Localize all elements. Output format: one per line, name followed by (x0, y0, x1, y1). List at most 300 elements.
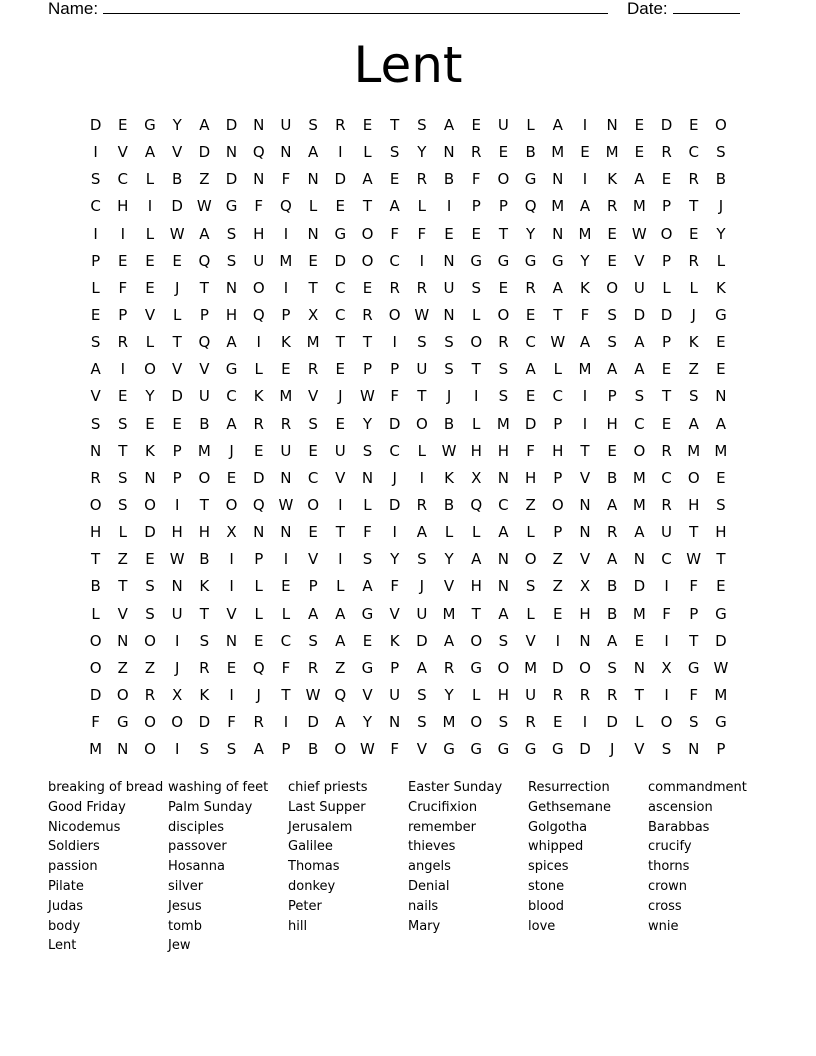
grid-letter: J (174, 658, 180, 677)
grid-letter: N (389, 713, 401, 732)
grid-letter: E (308, 441, 318, 460)
grid-letter: D (660, 305, 673, 324)
grid-letter: S (525, 577, 536, 596)
grid-letter: E (172, 251, 182, 270)
grid-letter: C (117, 170, 129, 189)
grid-letter: P (390, 658, 400, 677)
date-blank-line[interactable] (673, 13, 740, 14)
grid-letter: R (253, 713, 264, 732)
grid-letter: J (609, 740, 615, 759)
grid-letter: D (334, 251, 347, 270)
grid-letter: O (144, 713, 156, 732)
grid-letter: D (252, 468, 265, 487)
grid-letter: S (417, 550, 427, 569)
grid-letter: W (169, 224, 185, 243)
grid-letter: P (172, 468, 182, 487)
grid-letter: E (634, 631, 645, 650)
grid-letter: Q (252, 305, 265, 324)
grid-letter: N (253, 116, 265, 134)
grid-letter: S (199, 740, 210, 759)
grid-letter: I (392, 523, 397, 542)
grid-letter: E (661, 170, 672, 189)
grid-letter: O (361, 224, 374, 243)
word-list-item: Lent (48, 938, 77, 954)
grid-letter: P (662, 197, 672, 216)
grid-letter: K (145, 441, 155, 460)
grid-letter: H (470, 577, 482, 596)
word-list-item: wnie (648, 918, 679, 934)
word-list-item: nails (408, 898, 439, 914)
grid-letter: A (362, 577, 373, 596)
grid-letter: E (253, 631, 264, 650)
grid-letter: N (253, 523, 265, 542)
grid-letter: D (552, 658, 564, 677)
grid-letter: S (716, 495, 726, 514)
grid-letter: Q (280, 197, 292, 216)
grid-letter: B (199, 414, 210, 433)
grid-letter: A (552, 278, 563, 297)
grid-letter: N (443, 251, 455, 270)
grid-letter: S (417, 685, 427, 704)
grid-letter: A (416, 658, 427, 677)
grid-letter: F (281, 658, 291, 677)
grid-letter: Q (252, 495, 265, 514)
grid-letter: E (362, 116, 373, 134)
grid-letter: G (715, 305, 727, 324)
grid-letter: Q (252, 658, 265, 677)
grid-letter: M (524, 658, 538, 677)
grid-letter: Y (716, 224, 726, 243)
grid-letter: G (715, 604, 727, 623)
grid-letter: V (579, 550, 591, 569)
grid-letter: N (280, 468, 292, 487)
grid-letter: E (308, 251, 318, 270)
grid-letter: L (689, 278, 698, 297)
grid-letter: B (443, 495, 455, 514)
grid-letter: D (89, 116, 102, 134)
grid-letter: Q (198, 251, 211, 270)
grid-letter: R (661, 495, 672, 514)
grid-letter: C (552, 387, 564, 406)
grid-letter: S (118, 495, 128, 514)
grid-letter: B (607, 604, 618, 623)
grid-letter: S (199, 631, 210, 650)
grid-letter: A (144, 143, 156, 162)
grid-letter: U (416, 604, 428, 623)
grid-letter: E (498, 143, 509, 162)
word-list-item: chief priests (288, 780, 368, 795)
word-search-grid (82, 112, 735, 763)
grid-letter: R (307, 658, 319, 677)
grid-letter: J (691, 305, 696, 324)
grid-letter: V (226, 604, 237, 623)
grid-letter: I (147, 197, 153, 216)
grid-letter: N (497, 550, 510, 569)
grid-letter: W (713, 658, 729, 677)
grid-letter: F (526, 441, 535, 460)
grid-letter: C (335, 278, 346, 297)
grid-letter: T (689, 197, 699, 216)
grid-letter: N (117, 631, 129, 650)
grid-letter: M (496, 414, 510, 433)
grid-letter: P (662, 333, 672, 352)
grid-letter: I (555, 631, 560, 650)
grid-letter: U (389, 685, 401, 704)
grid-letter: F (91, 713, 100, 732)
grid-letter: G (361, 604, 374, 623)
grid-letter: D (660, 116, 673, 134)
grid-letter: J (419, 577, 425, 596)
word-list-item: commandment (648, 780, 747, 795)
grid-letter: V (172, 143, 183, 162)
grid-letter: S (688, 713, 699, 732)
word-list-item: Good Friday (48, 799, 126, 815)
grid-letter: J (256, 685, 261, 704)
grid-letter: R (90, 468, 101, 487)
word-list-item: Crucifixion (408, 799, 478, 815)
grid-letter: S (498, 631, 509, 650)
grid-letter: A (634, 170, 645, 189)
grid-letter: N (579, 495, 591, 514)
grid-letter: V (117, 143, 128, 162)
grid-letter: L (662, 278, 671, 297)
grid-letter: E (716, 577, 726, 596)
grid-letter: E (553, 604, 563, 623)
word-list-item: cross (648, 898, 682, 914)
grid-letter: F (417, 224, 427, 243)
grid-letter: W (360, 740, 375, 759)
grid-letter: W (414, 305, 430, 324)
grid-letter: R (552, 685, 563, 704)
grid-letter: T (335, 523, 345, 542)
grid-letter: A (416, 523, 427, 542)
grid-letter: H (688, 495, 700, 514)
grid-letter: Q (252, 143, 265, 162)
grid-letter: P (553, 468, 563, 487)
grid-letter: K (444, 468, 454, 487)
grid-letter: T (498, 224, 508, 243)
grid-letter: T (580, 441, 590, 460)
word-list-item: Denial (408, 878, 450, 894)
grid-letter: O (606, 278, 619, 297)
grid-letter: C (90, 197, 101, 216)
grid-letter: S (444, 333, 454, 352)
grid-letter: U (443, 278, 455, 297)
grid-letter: T (199, 495, 209, 514)
grid-letter: L (145, 333, 155, 352)
grid-letter: I (229, 577, 234, 596)
grid-letter: V (90, 387, 101, 406)
grid-letter: X (172, 685, 183, 704)
word-list-item: thieves (408, 839, 456, 855)
grid-letter: I (392, 333, 397, 352)
grid-letter: F (390, 387, 399, 406)
grid-letter: E (118, 387, 128, 406)
grid-letter: E (634, 143, 645, 162)
grid-letter: R (416, 278, 428, 297)
grid-letter: H (470, 441, 482, 460)
grid-letter: A (199, 224, 210, 243)
grid-letter: V (525, 631, 536, 650)
grid-letter: O (497, 170, 510, 189)
grid-letter: G (443, 740, 455, 759)
grid-letter: K (199, 685, 210, 704)
grid-letter: I (174, 495, 180, 514)
grid-letter: S (607, 333, 617, 352)
grid-letter: N (307, 224, 319, 243)
grid-letter: Q (524, 197, 537, 216)
grid-letter: M (578, 224, 592, 243)
grid-letter: G (361, 658, 374, 677)
grid-letter: R (606, 685, 618, 704)
grid-letter: U (661, 523, 673, 542)
grid-letter: V (443, 577, 455, 596)
word-list-item: breaking of bread (48, 780, 164, 795)
grid-letter: T (689, 523, 699, 542)
grid-letter: M (632, 197, 646, 216)
grid-letter: F (118, 278, 128, 297)
grid-letter: S (362, 550, 373, 569)
grid-letter: L (254, 360, 263, 379)
grid-letter: U (416, 360, 428, 379)
grid-letter: D (606, 713, 618, 732)
grid-letter: I (338, 495, 343, 514)
grid-letter: D (225, 170, 238, 189)
grid-letter: A (607, 360, 618, 379)
word-list-item: crucify (648, 839, 692, 855)
grid-letter: O (89, 658, 102, 677)
grid-letter: S (471, 278, 481, 297)
word-list-item: passover (168, 839, 227, 855)
grid-letter: N (280, 143, 292, 162)
grid-letter: Z (335, 658, 346, 677)
grid-letter: D (171, 387, 183, 406)
name-label: Name: (48, 0, 99, 18)
grid-letter: D (633, 577, 646, 596)
word-list-item: blood (528, 898, 565, 914)
grid-letter: O (252, 278, 265, 297)
grid-letter: D (416, 631, 428, 650)
grid-letter: L (172, 305, 182, 324)
grid-letter: X (471, 468, 482, 487)
grid-letter: A (443, 116, 455, 134)
grid-letter: R (389, 278, 400, 297)
grid-letter: F (390, 740, 399, 759)
grid-letter: P (199, 305, 209, 324)
grid-letter: C (688, 143, 699, 162)
word-list-item: Gethsemane (528, 799, 612, 815)
grid-letter: J (718, 197, 724, 216)
grid-letter: K (253, 387, 264, 406)
grid-letter: M (632, 604, 646, 623)
page-title: Lent (353, 36, 463, 94)
grid-letter: O (579, 658, 591, 677)
grid-letter: O (715, 116, 727, 134)
grid-letter: O (89, 631, 102, 650)
grid-letter: S (308, 414, 318, 433)
grid-letter: L (145, 224, 155, 243)
grid-letter: F (227, 713, 236, 732)
grid-letter: B (607, 468, 618, 487)
grid-letter: F (471, 170, 481, 189)
grid-letter: V (634, 740, 645, 759)
grid-letter: R (525, 278, 536, 297)
grid-letter: O (633, 441, 646, 460)
grid-letter: D (388, 414, 401, 433)
grid-letter: M (714, 685, 728, 704)
grid-letter: O (144, 740, 156, 759)
grid-letter: O (470, 333, 483, 352)
grid-letter: I (283, 713, 289, 732)
word-list-item: Mary (408, 918, 441, 934)
grid-letter: J (446, 387, 452, 406)
word-list-item: Nicodemus (48, 819, 121, 835)
grid-letter: M (578, 360, 592, 379)
grid-letter: R (688, 251, 699, 270)
grid-letter: I (582, 116, 588, 134)
grid-letter: S (90, 170, 101, 189)
grid-letter: S (417, 333, 427, 352)
grid-letter: M (605, 143, 619, 162)
grid-letter: Y (362, 713, 373, 732)
grid-letter: A (362, 170, 373, 189)
grid-letter: N (552, 224, 564, 243)
grid-letter: S (308, 116, 318, 134)
grid-letter: U (525, 685, 537, 704)
word-list-item: spices (528, 859, 569, 875)
grid-letter: I (419, 251, 425, 270)
grid-letter: I (93, 224, 98, 243)
grid-letter: X (226, 523, 237, 542)
word-list-item: Jew (168, 938, 191, 954)
grid-letter: L (444, 523, 454, 542)
grid-letter: Y (362, 414, 373, 433)
grid-letter: H (117, 197, 129, 216)
grid-letter: O (307, 495, 319, 514)
grid-letter: T (91, 550, 101, 569)
grid-letter: G (225, 360, 238, 379)
grid-letter: S (444, 360, 454, 379)
grid-letter: T (362, 333, 373, 352)
grid-letter: L (526, 116, 535, 134)
grid-letter: R (661, 441, 672, 460)
grid-letter: B (199, 550, 210, 569)
grid-letter: S (226, 224, 237, 243)
word-list-item: Golgotha (528, 819, 588, 835)
grid-letter: E (145, 278, 155, 297)
grid-letter: I (664, 685, 669, 704)
grid-letter: S (145, 604, 155, 623)
grid-letter: T (634, 685, 644, 704)
grid-letter: O (660, 713, 673, 732)
grid-letter: T (335, 333, 345, 352)
grid-letter: R (661, 143, 672, 162)
grid-letter: F (689, 577, 699, 596)
word-list-item: crown (648, 878, 688, 894)
grid-letter: A (498, 604, 509, 623)
grid-letter: D (633, 305, 646, 324)
grid-letter: I (229, 685, 234, 704)
grid-letter: N (225, 631, 238, 650)
grid-letter: E (688, 116, 699, 134)
grid-letter: N (497, 468, 510, 487)
name-blank-line[interactable] (103, 13, 608, 14)
grid-letter: U (280, 116, 292, 134)
grid-letter: D (579, 740, 591, 759)
grid-letter: N (280, 523, 292, 542)
word-list-item: Resurrection (528, 780, 610, 795)
grid-letter: A (253, 740, 264, 759)
grid-letter: P (553, 523, 563, 542)
grid-letter: N (443, 143, 455, 162)
grid-letter: A (579, 333, 591, 352)
grid-letter: P (689, 604, 699, 623)
grid-letter: X (307, 305, 319, 324)
word-list-item: hill (288, 918, 308, 934)
grid-letter: E (335, 360, 346, 379)
grid-letter: P (471, 197, 481, 216)
grid-letter: R (144, 685, 156, 704)
grid-letter: Q (198, 333, 211, 352)
grid-letter: C (226, 387, 237, 406)
grid-letter: N (171, 577, 183, 596)
grid-letter: E (716, 468, 726, 487)
grid-letter: P (118, 305, 128, 324)
word-list-item: disciples (168, 819, 225, 835)
grid-letter: A (634, 360, 645, 379)
grid-letter: A (607, 631, 618, 650)
grid-letter: P (390, 360, 400, 379)
grid-letter: A (389, 197, 400, 216)
grid-letter: N (443, 305, 455, 324)
grid-letter: D (524, 414, 537, 433)
grid-letter: D (144, 523, 156, 542)
grid-letter: Z (199, 170, 210, 189)
grid-letter: H (606, 414, 618, 433)
grid-letter: I (93, 143, 98, 162)
grid-letter: A (715, 414, 727, 433)
grid-letter: F (580, 305, 590, 324)
grid-letter: Z (552, 550, 563, 569)
grid-letter: A (634, 523, 645, 542)
grid-letter: D (715, 631, 727, 650)
grid-letter: P (662, 251, 672, 270)
grid-letter: I (446, 197, 452, 216)
grid-letter: S (90, 333, 101, 352)
grid-letter: T (172, 333, 182, 352)
word-list-item: angels (408, 859, 451, 875)
grid-letter: W (631, 224, 647, 243)
grid-letter: C (661, 468, 672, 487)
grid-letter: R (416, 495, 428, 514)
grid-letter: Q (334, 685, 347, 704)
grid-letter: G (524, 170, 537, 189)
word-list-item: passion (48, 859, 98, 875)
grid-letter: I (582, 414, 588, 433)
grid-letter: F (390, 577, 399, 596)
grid-letter: S (417, 116, 427, 134)
word-list-item: Soldiers (48, 839, 100, 855)
grid-letter: S (145, 577, 155, 596)
grid-letter: I (419, 468, 425, 487)
grid-letter: C (280, 631, 292, 650)
grid-letter: E (308, 523, 318, 542)
word-list-item: Last Supper (288, 799, 366, 815)
grid-letter: V (172, 360, 183, 379)
grid-letter: O (660, 224, 673, 243)
grid-letter: S (688, 387, 699, 406)
grid-letter: E (498, 278, 509, 297)
